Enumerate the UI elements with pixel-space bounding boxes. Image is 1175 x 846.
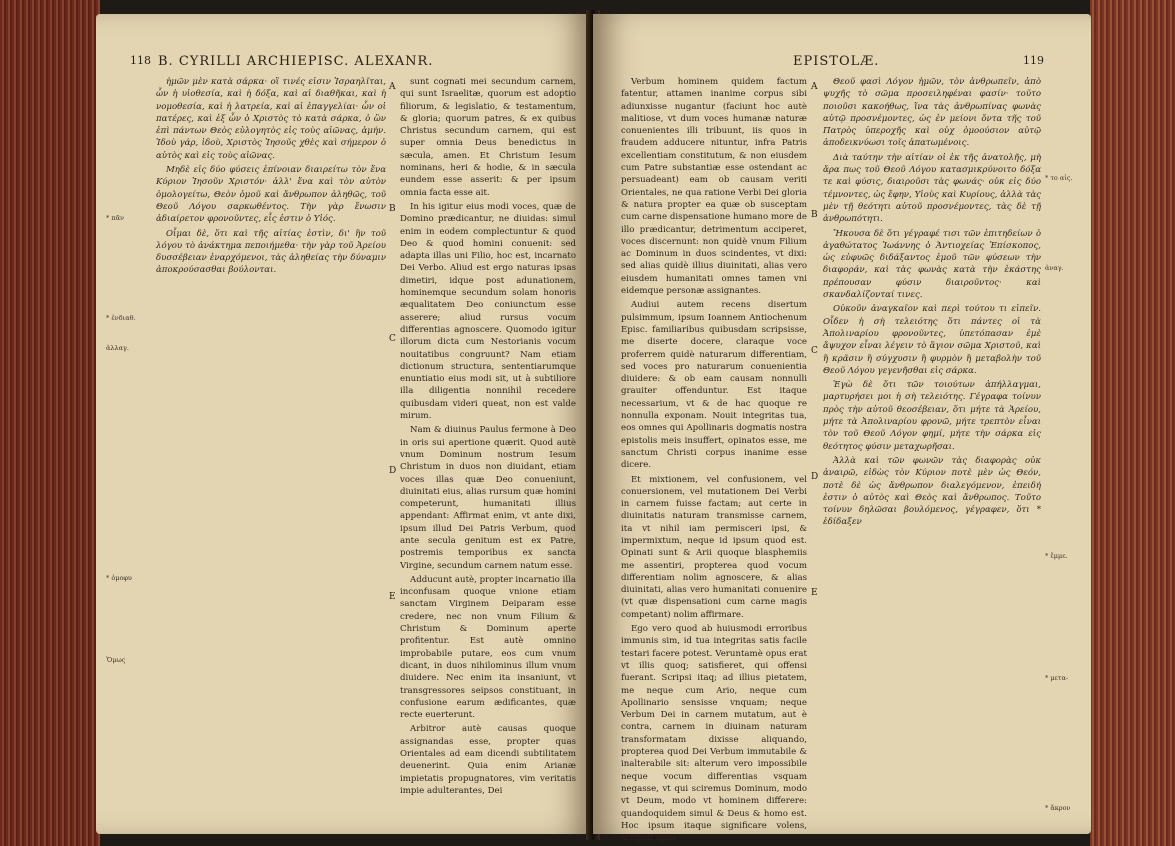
margin-note: * μετα- (1045, 674, 1069, 682)
page-number: 119 (1023, 54, 1044, 67)
section-letter: B (389, 204, 396, 214)
section-letter: C (389, 334, 396, 344)
latin-paragraph: Adducunt autè, propter incarnatio illa inconfusam quoque vnione etiam sanctam Virginem Deiparam esse credere, nec non vnum Filium & Christum & Dominum aperte profitentur. Est autè omnino improbabile putare, eos cum vnum dicant, in duos nihilominus illum vnum diuidere. Nec enim ita insaniunt, vt transgressores seipsos constituant, in confusione earum ædificantes, quæ recte euerterunt. (400, 574, 576, 721)
latin-column (621, 76, 807, 844)
latin-paragraph: Nam & diuinus Paulus fermone à Deo in oris sui apertione quærit. Quod autè vnum Dominum nostrum Iesum Christum in duos non diuidant, etiam voces illas quæ Deo conueniunt, diuinitati eius, alias rursum quæ homini competerunt, humanitati illius appendant: Affirmat enim, vt ante dixi, ipsum illud Dei Patris Verbum, quod ante secula genitum est ex Patre, postremis temporibus ex sancta Virgine, secundum carnem natum esse. (400, 425, 576, 571)
section-letter: B (811, 210, 818, 220)
book-edge-left (0, 0, 100, 846)
greek-column (823, 76, 1041, 811)
latin-paragraph: Ego vero quod ab huiusmodi erroribus immunis sim, id tua integritas satis facile testari facere potest. Veruntamè opus erat vt illis quoq; satisfieret, qui offensi fuerant. Scripsi itaq; ad illius pietatem, me neque cum Ario, neque cum Apollinario sensisse vnquam; neque Verbum Dei in carnem mutatum, aut è contra, carnem in diuinam naturam transformatam dixisse aliquando, propterea quod Dei Verbum immutabile & inalterabile sit: alterum vero impossibile neque vocum differentias vsquam negasse, vt qui sciremus Dominum, modo vt Deum, modo vt hominem differere: quandoquidem simul & Deus & homo est. Hoc ipsum itaque significare volens, scripsit opus (621, 624, 807, 844)
greek-paragraph: Μηδὲ εἰς δύο φύσεις ἐπίνοιαν διαιρείτω τὸν ἕνα Κύριον Ἰησοῦν Χριστόν· ἀλλ' ἕνα καὶ τὸν αὐτὸν ὁμολογείτω, Θεὸν ὁμοῦ καὶ ἄνθρωπον ἀληθῶς, τοῦ Θεοῦ Λόγου σαρκωθέντος. Τὴν γὰρ ἕνωσιν ἀδιαίρετον φρονοῦντες, εἷς ἐστιν ὁ Υἱός. (156, 165, 386, 225)
margin-note: Ὅμως (106, 656, 126, 664)
page-number: 118 (130, 54, 151, 67)
margin-note: * ἔμμε. (1045, 552, 1068, 560)
section-letter: D (389, 466, 397, 476)
margin-note: ἀναγ. (1045, 264, 1064, 272)
section-letter: C (811, 346, 818, 356)
greek-paragraph: Ἤκουσα δὲ ὅτι γέγραφέ τισι τῶν ἐπιτηδείων ὁ ἀγαθώτατος Ἰωάννης ὁ Ἀντιοχείας Ἐπίσκοπος, ὡς εὐφυῶς διδάξαντος ἐμοῦ τῶν φύσεων τὴν διαφοράν, καὶ τὰς φωνὰς κατὰ τὴν ἑκάστης πρέπουσαν φύσιν διαιροῦντος· καὶ σκανδαλίζονταί τινες. (823, 228, 1041, 301)
margin-note: * ἄκρον (1045, 804, 1071, 812)
margin-note: * το αἰς. (1045, 174, 1073, 182)
greek-paragraph: Οἶμαι δὲ, ὅτι καὶ τῆς αἰτίας ἐστὶν, δι' ἣν τοῦ λόγου τὸ ἀνάκτημα πεποιήμεθα· τὴν γὰρ τοῦ Ἀρείου δυσσέβειαν ἐναρχόμενοι, τὰς ἀληθείας τὴν δύναμιν ἀποκρούσασθαι βούλονται. (156, 228, 386, 276)
greek-paragraph: Διὰ ταύτην τὴν αἰτίαν οἱ ἐκ τῆς ἀνατολῆς, μὴ ἄρα πως τοῦ Θεοῦ Λόγου κατασμικρύνοιτο δόξα τε καὶ φύσις, διαιροῦσι τὰς φωνάς· οὐκ εἰς δύο τέμνοντες, ὡς ἔφην, Υἱοὺς καὶ Κυρίους, ἀλλὰ τὰς μὲν τῇ θεότητι αὐτοῦ προσνέμοντες, τὰς δὲ τῇ ἀνθρωπότητι. (823, 152, 1041, 225)
section-letter: D (811, 472, 819, 482)
section-letter: E (811, 588, 818, 598)
running-head: B. CYRILLI ARCHIEPISC. ALEXANR. (158, 54, 434, 69)
greek-paragraph: Ἀλλὰ καὶ τῶν φωνῶν τὰς διαφορὰς οὐκ ἀναιρῶ, εἰδὼς τὸν Κύριον ποτὲ μὲν ὡς Θεόν, ποτὲ δὲ ὡς ἄνθρωπον διαλεγόμενον, ἐπειδή ἐστιν ὁ αὐτὸς καὶ Θεὸς καὶ ἄνθρωπος. Τοῦτο τοίνυν δηλῶσαι βουλόμενος, γέγραφεν, ὅτι * ἐδίδαξεν (823, 455, 1041, 528)
section-letter: A (811, 82, 818, 92)
book-edge-right (1090, 0, 1175, 846)
margin-note: * πᾶν (106, 214, 124, 222)
greek-column (156, 76, 386, 811)
latin-paragraph: In his igitur eius modi voces, quæ de Domino prædicantur, ne diuidas: simul enim in eodem complectuntur & quod Deo & quod homini conuenit: sed adapta illas uni Filio, hoc est, incarnato Dei Verbo. Aliud est ergo naturas ipsas dimetiri, idque post adunationem, hominemque secundum solam honoris æqualitatem Deo coniunctum esse asserere; aliud rursus vocum differentias agnoscere. Quomodo igitur illorum dicta cum Nestorianis vocum nouitatibus congruunt? Nam etiam dictionum structura, sententiarumque enuntiatio eius modi sit, ut à subtiliore illa diligentia nonnihil recedere quibusdam videri queat, non est valde mirum. (400, 201, 576, 422)
running-head: EPISTOLÆ. (793, 54, 880, 69)
margin-note: * ἐνδιαθ. (106, 314, 136, 322)
margin-note: ἀλλαγ. (106, 344, 129, 352)
latin-paragraph: Verbum hominem quidem factum fatentur, attamen inanime corpus sibi adiunxisse nugantur (faciunt hoc autè malitiose, vt dum voces humanæ naturæ conuenientes illi tribuunt, iis quos in fraudem adducere nituntur, infra Patris excellentiam constitutum, & non eiusdem cum Patre substantiæ esse ostendant ac persuadeant) eam ob causam veriti Orientales, ne qua ratione Verbi Dei gloria & natura propter ea quæ ob susceptam cum carne dispensatione humano more de illo prædicantur, detrimentum acciperet, voces discernunt: non quidè vnum Filium ac Dominum in duos scindentes, vt dixi: sed alias quidè illius diuinitati, alias vero eiusdem humanitati omnes tamen vni eidemque personæ assignantes. (621, 77, 807, 297)
latin-paragraph: Et mixtionem, vel confusionem, vel conuersionem, vel mutationem Dei Verbi in carnem fuisse factam; aut certe in diuinitatis naturam transmisse carnem, ita vt nihil iam permisceri ipsi, & impermixtum, neque id ipsum quod est. Opinati sunt & Arii quoque blasphemiis me assentiri, propterea quod vocum differentiam nolim agnoscere, & alias diuinitati, alias vero humanitati conuenire (vt quæ dispensationi cum carne magis competant) nolim affirmare. (621, 474, 807, 620)
greek-paragraph: Ἐγὼ δὲ ὅτι τῶν τοιούτων ἀπήλλαγμαι, μαρτυρήσει μοι ἡ σὴ τελειότης. Γέγραφα τοίνυν πρὸς τὴν αὐτοῦ θεοσέβειαν, ὅτι μήτε τὰ Ἀρείου, μήτε τὰ Ἀπολιναρίου φρονῶ, μήτε τρεπτὸν εἶναι τὸν τοῦ Θεοῦ Λόγον φημί, μήτε τὴν σάρκα εἰς θεότητος φύσιν μεταχωρῆσαι. (823, 380, 1041, 452)
section-letter: A (389, 82, 396, 92)
greek-paragraph: ἡμῶν μὲν κατὰ σάρκα· οἳ τινές εἰσιν Ἰσραηλῖται, ὧν ἡ υἱοθεσία, καὶ ἡ δόξα, καὶ αἱ διαθῆκαι, καὶ ἡ νομοθεσία, καὶ ἡ λατρεία, καὶ αἱ ἐπαγγελίαι· ὧν οἱ πατέρες, καὶ ἐξ ὧν ὁ Χριστὸς τὸ κατὰ σάρκα, ὁ ὢν ἐπὶ πάντων Θεὸς εὐλογητὸς εἰς τοὺς αἰῶνας, ἀμήν. Ἰδοὺ γάρ, ἰδοὺ, Χριστὸς Ἰησοῦς χθὲς καὶ σήμερον ὁ αὐτὸς καὶ εἰς τοὺς αἰῶνας. (156, 77, 386, 161)
latin-paragraph: sunt cognati mei secundum carnem, qui sunt Israelitæ, quorum est adoptio filiorum, & legislatio, & testamentum, & gloria; quorum patres, & ex quibus Christus secundum carnem, qui est super omnia Deus benedictus in sæcula, amen. Et Christum Iesum nominans, heri & hodie, & in sæcula eundem esse asserit: & per ipsum omnia facta esse ait. (400, 77, 576, 198)
left-page (96, 14, 592, 834)
right-page (593, 14, 1091, 844)
latin-paragraph: Audiui autem recens disertum pulsimmum, ipsum Ioannem Antiochenum Episc. familiaribus quibusdam scripsisse, me diserte docere, claraque voce proferrem quidè naturarum differentiam, sed voces pro naturarum conuenientia diuidere: & ob eam causam nonnulli grauiter offenduntur. Est itaque necessarium, vt & de hac quoque re nonnulla exponam. Nouit integritas tua, eos omnes qui Apollinaris dogmatis nostra epistolis meis insuffert, opinatos esse, me sanctum Christi corpus inanime esse dicere. (621, 300, 807, 471)
greek-paragraph: Θεοῦ φασὶ Λόγον ἡμῶν, τὸν ἀνθρωπεῖν, ἀπὸ ψυχῆς τὸ σῶμα προσειληφέναι φασίν· τοῦτο ποιοῦσι κακοήθως, ἵνα τὰς ἀνθρωπίνας φωνὰς αὐτῷ προσνέμοντες, ὡς ἐν μείονι ὄντα τῆς τοῦ Πατρὸς ὑπεροχῆς καὶ οὐχ ὁμοούσιον αὐτῷ ἀποδεικνύωσι τοῖς ἀπατωμένοις. (823, 77, 1041, 149)
latin-column (400, 76, 576, 811)
latin-paragraph: Arbitror autè causas quoque assignandas esse, propter quas Orientales ad eam dicendi subtilitatem deuenerint. Quia enim Arianæ impietatis propugnatores, vim veritatis impie adulterantes, Dei (400, 724, 576, 796)
section-letter: E (389, 592, 396, 602)
greek-paragraph: Οὐκοῦν ἀναγκαῖον καὶ περὶ τούτου τι εἰπεῖν. Οἶδεν ἡ σὴ τελειότης ὅτι πάντες οἱ τὰ Ἀπολιναρίου φρονοῦντες, ὑπετόπασαν ἐμὲ ἄψυχον εἶναι λέγειν τὸ ἅγιον σῶμα Χριστοῦ, καὶ ἢ κρᾶσιν ἢ σύγχυσιν ἢ φυρμὸν ἢ μεταβολὴν τοῦ Θεοῦ Λόγου γεγενῆσθαι εἰς σάρκα. (823, 304, 1041, 376)
margin-note: * ὁμοφυ (106, 574, 132, 582)
